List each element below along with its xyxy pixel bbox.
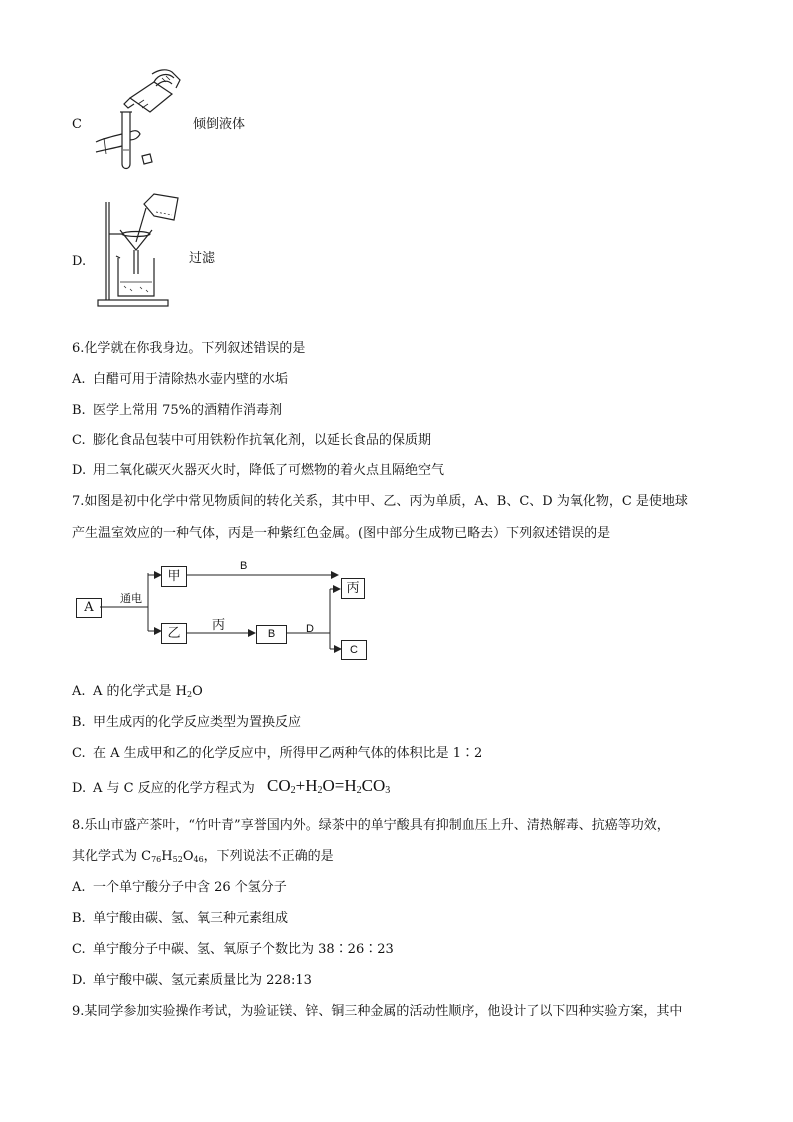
q8-formula-c-count: 76 [151,855,162,864]
q7-option-b-letter: B. [72,715,86,730]
eq-o-eq-h: O=H [322,776,357,795]
q7-option-a-letter: A. [72,684,86,699]
q7-option-d-letter: D. [72,781,87,796]
q8-option-a-text: 一个单宁酸分子中含 26 个氢分子 [93,880,287,895]
q8-formula-o-count: 46 [193,855,204,864]
eq-plus-h: +H [295,776,318,795]
node-jia: 甲 [161,566,187,587]
q8-option-b-text: 单宁酸由碳、氢、氧三种元素组成 [93,911,289,926]
node-c: C [341,640,367,660]
q8-option-d-text: 单宁酸中碳、氢元素质量比为 228:13 [93,973,312,988]
edge-label-bing: 丙 [212,618,226,633]
q7-option-d-text: A 与 C 反应的化学方程式为 [93,781,255,796]
q8-stem-line2 [72,849,334,868]
q8-formula-prefix: 其化学式为 C [72,849,152,864]
q6-option-d-letter: D. [72,463,87,478]
q6-stem: 6.化学就在你我身边。下列叙述错误的是 [72,341,306,356]
q6-option-a-text: 白醋可用于清除热水壶内壁的水垢 [93,372,289,387]
eq-sub-2c: 2 [356,785,362,796]
q8-formula-h-count: 52 [172,855,183,864]
q8-option-c-letter: C. [72,942,86,957]
edge-label-b-top: B [240,560,248,572]
q8-option-d-letter: D. [72,973,87,988]
edge-label-d: D [306,623,314,635]
q5-option-d-caption: 过滤 [189,251,216,266]
q7-option-b-text: 甲生成丙的化学反应类型为置换反应 [93,715,302,730]
node-b: B [256,625,287,644]
q7-conversion-diagram [60,555,380,665]
eq-sub-3: 3 [385,785,391,796]
q7-option-a-text [93,684,203,703]
q6-option-b-text: 医学上常用 75%的酒精作消毒剂 [93,403,283,418]
edge-label-electrolysis: 通电 [120,593,142,605]
q5-option-d-letter: D. [72,254,87,269]
q7-stem-line1: 7.如图是初中化学中常见物质间的转化关系，其中甲、乙、丙为单质，A、B、C、D 为氧化物，C 是使地球 [72,494,688,509]
q8-option-b-letter: B. [72,911,86,926]
filtration-apparatus-icon [96,190,186,310]
q7-option-c-text: 在 A 生成甲和乙的化学反应中，所得甲乙两种气体的体积比是 1∶2 [93,746,483,761]
q7-option-a-pre: A 的化学式是 H [93,684,187,699]
q7-option-d-equation [267,776,390,801]
q7-diagram-arrows [60,555,380,665]
pouring-liquid-into-test-tube-icon [92,68,184,174]
eq-sub-2b: 2 [317,785,323,796]
node-bing-top: 丙 [341,578,365,599]
q5-option-c-letter: C [72,117,82,132]
q6-option-b-letter: B. [72,403,86,418]
q7-option-a-sub: 2 [187,690,193,699]
q8-option-a-letter: A. [72,880,86,895]
q8-formula-h: H [161,849,173,864]
q7-option-a-post: O [192,684,203,699]
q7-option-c-letter: C. [72,746,86,761]
q6-option-c-text: 膨化食品包装中可用铁粉作抗氧化剂，以延长食品的保质期 [93,433,432,448]
q9-stem: 9.某同学参加实验操作考试，为验证镁、锌、铜三种金属的活动性顺序，他设计了以下四种实验方案，其中 [72,1004,683,1019]
q7-stem-line2: 产生温室效应的一种气体，丙是一种紫红色金属。(图中部分生成物已略去）下列叙述错误的是 [72,526,611,541]
q8-stem-suffix: ，下列说法不正确的是 [203,849,334,864]
eq-co-product: CO [361,776,386,795]
q8-option-c-text: 单宁酸分子中碳、氢、氧原子个数比为 38∶26∶23 [93,942,394,957]
q6-option-a-letter: A. [72,372,86,387]
q8-stem-line1: 8.乐山市盛产茶叶，“竹叶青”享誉国内外。绿茶中的单宁酸具有抑制血压上升、清热解毒、抗癌等功效， [72,818,670,833]
node-yi: 乙 [161,623,187,644]
node-a: A [76,598,102,618]
q6-option-d-text: 用二氧化碳灭火器灭火时，降低了可燃物的着火点且隔绝空气 [93,463,445,478]
q8-formula-o: O [182,849,194,864]
eq-sub-2a: 2 [290,785,296,796]
q6-option-c-letter: C. [72,433,86,448]
q5-option-c-caption: 倾倒液体 [193,117,246,132]
eq-co: CO [267,776,291,795]
